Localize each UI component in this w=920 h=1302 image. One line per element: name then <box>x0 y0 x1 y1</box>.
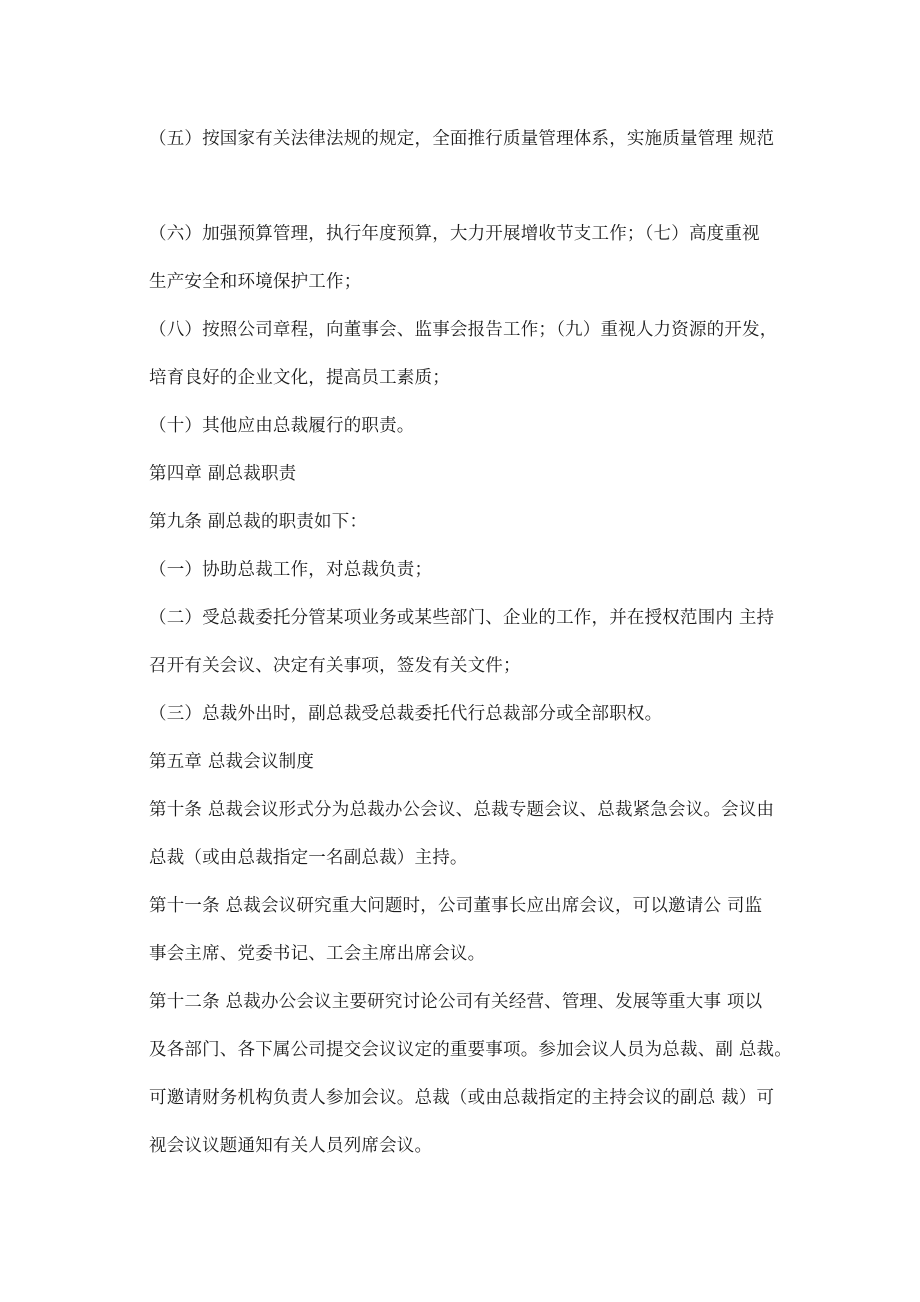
text-line: （三）总裁外出时，副总裁受总裁委托代行总裁部分或全部职权。 <box>149 704 663 724</box>
text-line: 及各部门、各下属公司提交会议议定的重要事项。参加会议人员为总裁、副 总裁。 <box>149 1040 792 1060</box>
chapter-heading: 第四章 副总裁职责 <box>149 464 297 484</box>
text-line: （八）按照公司章程，向董事会、监事会报告工作；（九）重视人力资源的开发， <box>149 320 778 340</box>
article-heading: 第九条 副总裁的职责如下： <box>149 512 368 532</box>
text-line: 第十二条 总裁办公会议主要研究讨论公司有关经营、管理、发展等重大事 项以 <box>149 992 763 1012</box>
text-line: 总裁（或由总裁指定一名副总裁）主持。 <box>149 848 468 868</box>
text-line: （一）协助总裁工作，对总裁负责； <box>149 560 433 580</box>
text-line: （六）加强预算管理，执行年度预算，大力开展增收节支工作；（七）高度重视 <box>149 224 760 244</box>
text-line: 生产安全和环境保护工作； <box>149 272 362 292</box>
text-line: 培育良好的企业文化，提高员工素质； <box>149 368 450 388</box>
text-line: 可邀请财务机构负责人参加会议。总裁（或由总裁指定的主持会议的副总 裁）可 <box>149 1088 775 1108</box>
text-line: （五）按国家有关法律法规的规定，全面推行质量管理体系，实施质量管理 规范 <box>149 129 775 149</box>
text-line: （十）其他应由总裁履行的职责。 <box>149 416 415 436</box>
text-line: 第十一条 总裁会议研究重大问题时，公司董事长应出席会议，可以邀请公 司监 <box>149 896 763 916</box>
text-line: 第十条 总裁会议形式分为总裁办公会议、总裁专题会议、总裁紧急会议。会议由 <box>149 800 775 820</box>
text-line: 事会主席、党委书记、工会主席出席会议。 <box>149 944 486 964</box>
text-line: 视会议议题通知有关人员列席会议。 <box>149 1136 433 1156</box>
chapter-heading: 第五章 总裁会议制度 <box>149 752 315 772</box>
text-line: （二）受总裁委托分管某项业务或某些部门、企业的工作，并在授权范围内 主持 <box>149 608 775 628</box>
text-line: 召开有关会议、决定有关事项，签发有关文件； <box>149 656 521 676</box>
